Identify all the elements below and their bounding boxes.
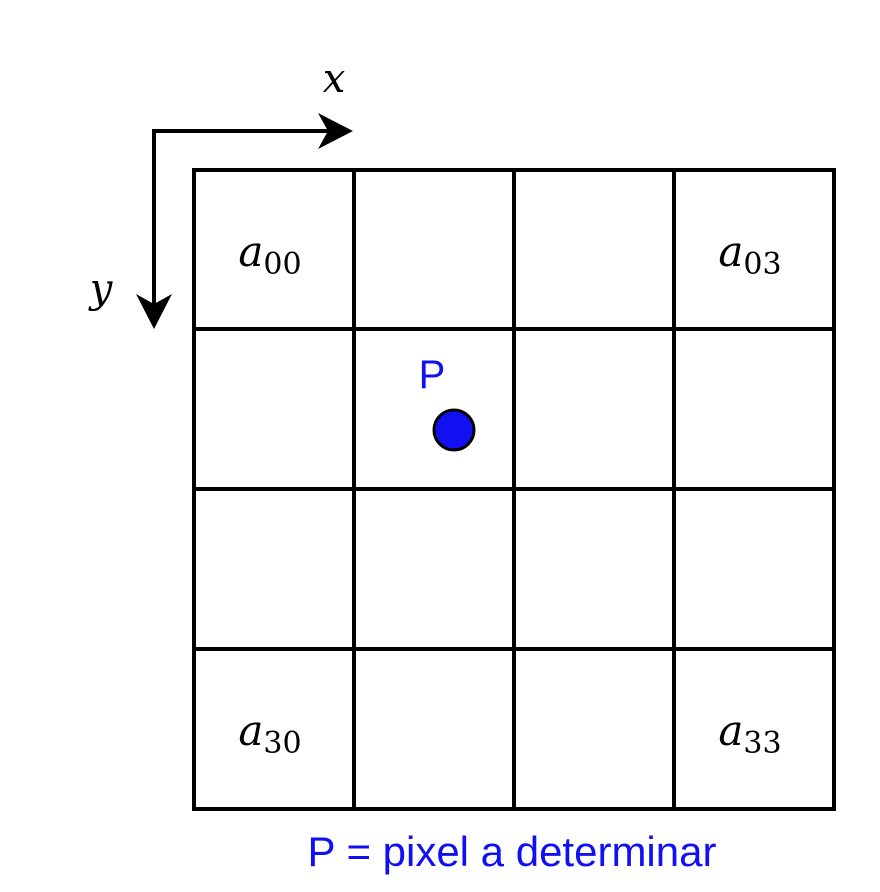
- y-axis-label: y: [89, 266, 113, 312]
- point-marker: [434, 410, 474, 450]
- label-a03: a03: [718, 227, 782, 282]
- corner-labels: [238, 227, 781, 761]
- label-a33: a33: [718, 706, 782, 761]
- x-axis-label: x: [322, 56, 346, 102]
- point-label: P: [418, 353, 446, 397]
- axes: [88, 56, 353, 329]
- target-pixel: [419, 353, 474, 450]
- caption: P = pixel a determinar: [307, 828, 717, 875]
- label-a00: a00: [238, 227, 302, 282]
- label-a30: a30: [238, 706, 302, 761]
